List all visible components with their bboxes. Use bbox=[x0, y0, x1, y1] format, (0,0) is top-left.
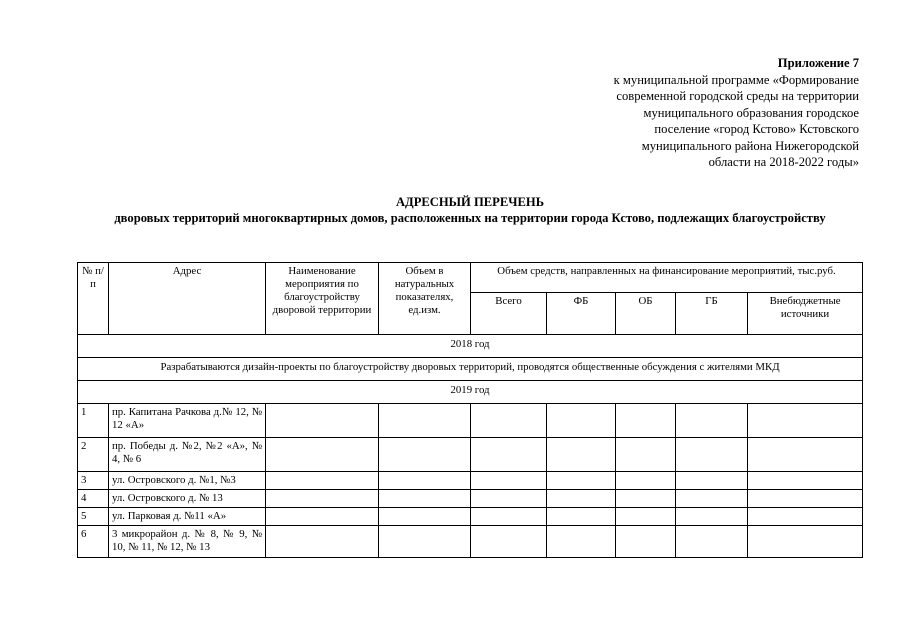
row-num: 5 bbox=[78, 508, 109, 526]
row-cell bbox=[616, 508, 676, 526]
section-row bbox=[78, 335, 863, 358]
row-cell bbox=[616, 490, 676, 508]
appendix-line: области на 2018-2022 годы» bbox=[708, 155, 859, 169]
note-row bbox=[78, 358, 863, 381]
row-cell bbox=[547, 508, 616, 526]
row-cell bbox=[547, 404, 616, 438]
row-cell bbox=[471, 438, 547, 472]
document-title: АДРЕСНЫЙ ПЕРЕЧЕНЬ bbox=[395, 195, 545, 209]
table-row bbox=[78, 526, 863, 558]
header-num: № п/п bbox=[78, 263, 109, 335]
row-cell bbox=[748, 490, 863, 508]
row-cell bbox=[616, 526, 676, 558]
header-gb: ГБ bbox=[676, 293, 748, 335]
row-address: ул. Островского д. № 13 bbox=[109, 490, 266, 508]
table-row bbox=[78, 490, 863, 508]
row-cell bbox=[379, 438, 471, 472]
row-address: пр. Победы д. №2, №2 «А», № 4, № 6 bbox=[109, 438, 266, 472]
row-cell bbox=[379, 526, 471, 558]
header-address: Адрес bbox=[109, 263, 266, 335]
row-cell bbox=[379, 490, 471, 508]
row-cell bbox=[676, 526, 748, 558]
row-cell bbox=[676, 508, 748, 526]
row-cell bbox=[616, 472, 676, 490]
row-num: 3 bbox=[78, 472, 109, 490]
address-list-table bbox=[77, 262, 863, 558]
row-num: 6 bbox=[78, 526, 109, 558]
row-cell bbox=[676, 472, 748, 490]
header-fb: ФБ bbox=[547, 293, 616, 335]
row-cell bbox=[547, 472, 616, 490]
row-cell bbox=[471, 404, 547, 438]
appendix-line: муниципального образования городское bbox=[643, 105, 859, 120]
row-address: ул. Островского д. №1, №3 bbox=[109, 472, 266, 490]
row-cell bbox=[379, 472, 471, 490]
header-ob: ОБ bbox=[616, 293, 676, 335]
header-extra: Внебюджетные источники bbox=[748, 293, 863, 335]
header-event: Наименование мероприятия по благоустройству дворовой территории bbox=[266, 263, 379, 335]
document-title-block bbox=[80, 194, 860, 226]
header-total: Всего bbox=[471, 293, 547, 335]
header-volume: Объем в натуральных показателях, ед.изм. bbox=[379, 263, 471, 335]
row-cell bbox=[748, 404, 863, 438]
row-cell bbox=[266, 438, 379, 472]
section-row bbox=[78, 381, 863, 404]
row-cell bbox=[471, 490, 547, 508]
row-cell bbox=[471, 526, 547, 558]
table-row bbox=[78, 472, 863, 490]
row-cell bbox=[266, 404, 379, 438]
row-cell bbox=[379, 404, 471, 438]
note-2018: Разрабатываются дизайн-проекты по благоустройству дворовых территорий, проводятся общественные обсуждения с жителями МКД bbox=[78, 358, 863, 381]
row-num: 2 bbox=[78, 438, 109, 472]
row-address: ул. Парковая д. №11 «А» bbox=[109, 508, 266, 526]
row-cell bbox=[748, 526, 863, 558]
appendix-header bbox=[539, 55, 859, 171]
appendix-line: к муниципальной программе «Формирование bbox=[613, 72, 859, 87]
row-address: 3 микрорайон д. № 8, № 9, № 10, № 11, № 12, № 13 bbox=[109, 526, 266, 558]
row-cell bbox=[748, 472, 863, 490]
row-cell bbox=[748, 438, 863, 472]
section-2019: 2019 год bbox=[78, 381, 863, 404]
row-cell bbox=[266, 508, 379, 526]
table-row bbox=[78, 438, 863, 472]
row-cell bbox=[616, 404, 676, 438]
row-cell bbox=[266, 526, 379, 558]
appendix-line: муниципального района Нижегородской bbox=[641, 138, 859, 153]
row-cell bbox=[676, 490, 748, 508]
section-2018: 2018 год bbox=[78, 335, 863, 358]
row-cell bbox=[266, 472, 379, 490]
table-row bbox=[78, 508, 863, 526]
row-cell bbox=[266, 490, 379, 508]
document-subtitle: дворовых территорий многоквартирных домов, расположенных на территории города Кстово, подлежащих благоустройству bbox=[114, 211, 826, 225]
table-row bbox=[78, 404, 863, 438]
appendix-line: поселение «город Кстово» Кстовского bbox=[654, 122, 859, 136]
row-num: 4 bbox=[78, 490, 109, 508]
appendix-line: современной городской среды на территории bbox=[616, 89, 859, 103]
row-cell bbox=[471, 472, 547, 490]
row-cell bbox=[547, 438, 616, 472]
table-header-row bbox=[78, 263, 863, 293]
appendix-title: Приложение 7 bbox=[777, 56, 859, 70]
header-funds: Объем средств, направленных на финансирование мероприятий, тыс.руб. bbox=[471, 263, 863, 293]
row-cell bbox=[547, 490, 616, 508]
row-cell bbox=[471, 508, 547, 526]
row-num: 1 bbox=[78, 404, 109, 438]
row-cell bbox=[676, 438, 748, 472]
row-cell bbox=[616, 438, 676, 472]
row-address: пр. Капитана Рачкова д.№ 12, № 12 «А» bbox=[109, 404, 266, 438]
row-cell bbox=[748, 508, 863, 526]
row-cell bbox=[379, 508, 471, 526]
row-cell bbox=[676, 404, 748, 438]
row-cell bbox=[547, 526, 616, 558]
